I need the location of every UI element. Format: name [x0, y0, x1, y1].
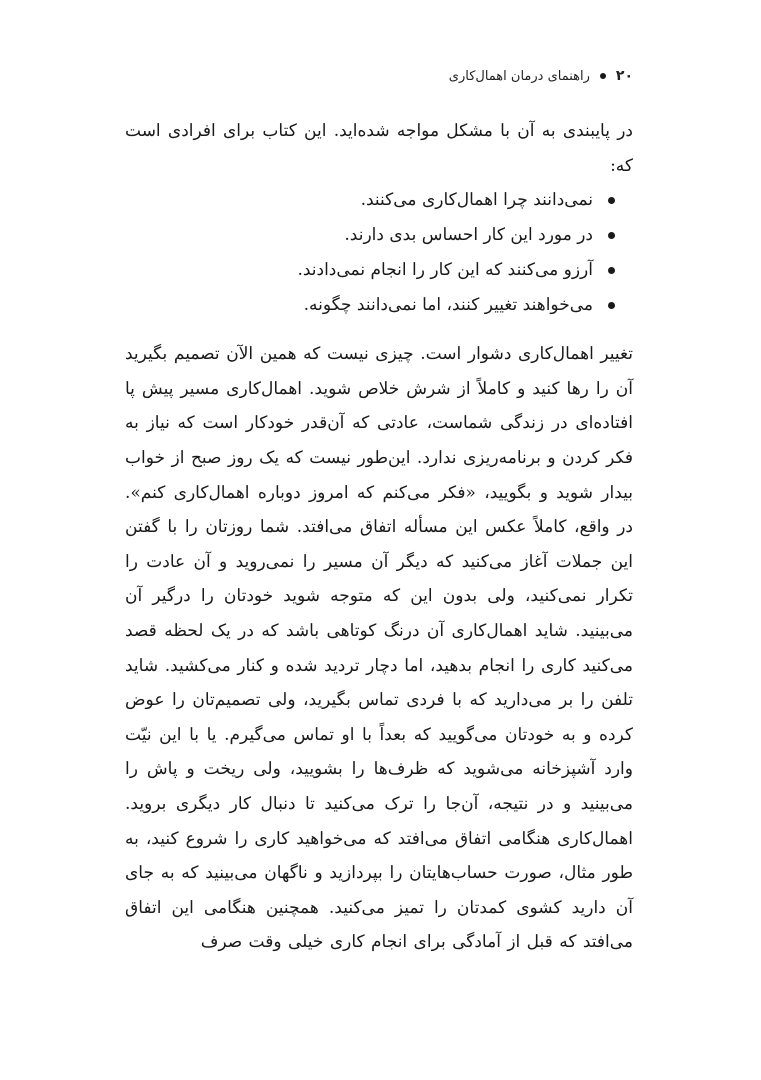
bullet-icon	[608, 302, 615, 309]
bullet-text: نمی‌دانند چرا اهمال‌کاری می‌کنند.	[360, 190, 593, 211]
bullet-separator-icon	[600, 73, 606, 79]
bullet-item	[125, 253, 593, 288]
bullet-icon	[608, 197, 615, 204]
running-header	[128, 64, 633, 88]
intro-paragraph: در پایبندی به آن با مشکل مواجه شده‌اید. این کتاب برای افرادی است که:	[125, 121, 633, 176]
bullet-item	[125, 218, 593, 253]
bullet-list	[125, 183, 633, 323]
bullet-item	[125, 183, 593, 218]
bullet-icon	[608, 267, 615, 274]
bullet-text: می‌خواهند تغییر کنند، اما نمی‌دانند چگونه.	[303, 295, 593, 316]
main-paragraph: تغییر اهمال‌کاری دشوار است. چیزی نیست که همین الآن تصمیم بگیرید آن را رها کنید و کاملاً از شرش خلاص شوید. اهمال‌کاری مسیر پیش پا افتاده‌ای در زندگی شماست، عادتی که آن‌قدر خودکار است که نیاز به فکر کردن و برنامه‌ریزی ندارد. این‌طور نیست که یک روز صبح از خواب بیدار شوید و بگویید، «فکر می‌کنم که امروز دوباره اهمال‌کاری کنم». در واقع، کاملاً عکس این مسأله اتفاق می‌افتد. شما روزتان را با گفتن این جملات آغاز می‌کنید که دیگر آن مسیر را نمی‌روید و آن عادت را تکرار نمی‌کنید، ولی بدون این که متوجه شوید خودتان را درگیر آن می‌بینید. شاید اهمال‌کاری آن درنگ کوتاهی باشد که در یک لحظه قصد می‌کنید کاری را انجام بدهید، اما دچار تردید شده و کنار می‌کشید. شاید تلفن را بر می‌دارید که با فردی تماس بگیرید، ولی تصمیم‌تان را عوض کرده و به خودتان می‌گویید که بعداً با او تماس می‌گیرم. یا با این نیّت وارد آشپزخانه می‌شوید که ظرف‌ها را بشویید، ولی ریخت و پاش را می‌بینید و در نتیجه، آن‌جا را ترک می‌کنید تا دنبال کار دیگری بروید. اهمال‌کاری هنگامی اتفاق می‌افتد که می‌خواهید کاری را شروع کنید، به طور مثال، صورت حساب‌هایتان را بپردازید و ناگهان می‌بینید که به جای آن دارید کشوی کمدتان را تمیز می‌کنید. همچنین هنگامی این اتفاق می‌افتد که قبل از آمادگی برای انجام کاری خیلی وقت صرف	[125, 344, 633, 953]
page-number: ۲۰	[615, 68, 633, 84]
bullet-icon	[608, 232, 615, 239]
bullet-text: در مورد این کار احساس بدی دارند.	[344, 225, 593, 246]
bullet-item	[125, 288, 593, 323]
body-text	[125, 114, 633, 960]
bullet-text: آرزو می‌کنند که این کار را انجام نمی‌دادند.	[297, 260, 593, 281]
running-header-title: راهنمای درمان اهمال‌کاری	[448, 68, 590, 84]
